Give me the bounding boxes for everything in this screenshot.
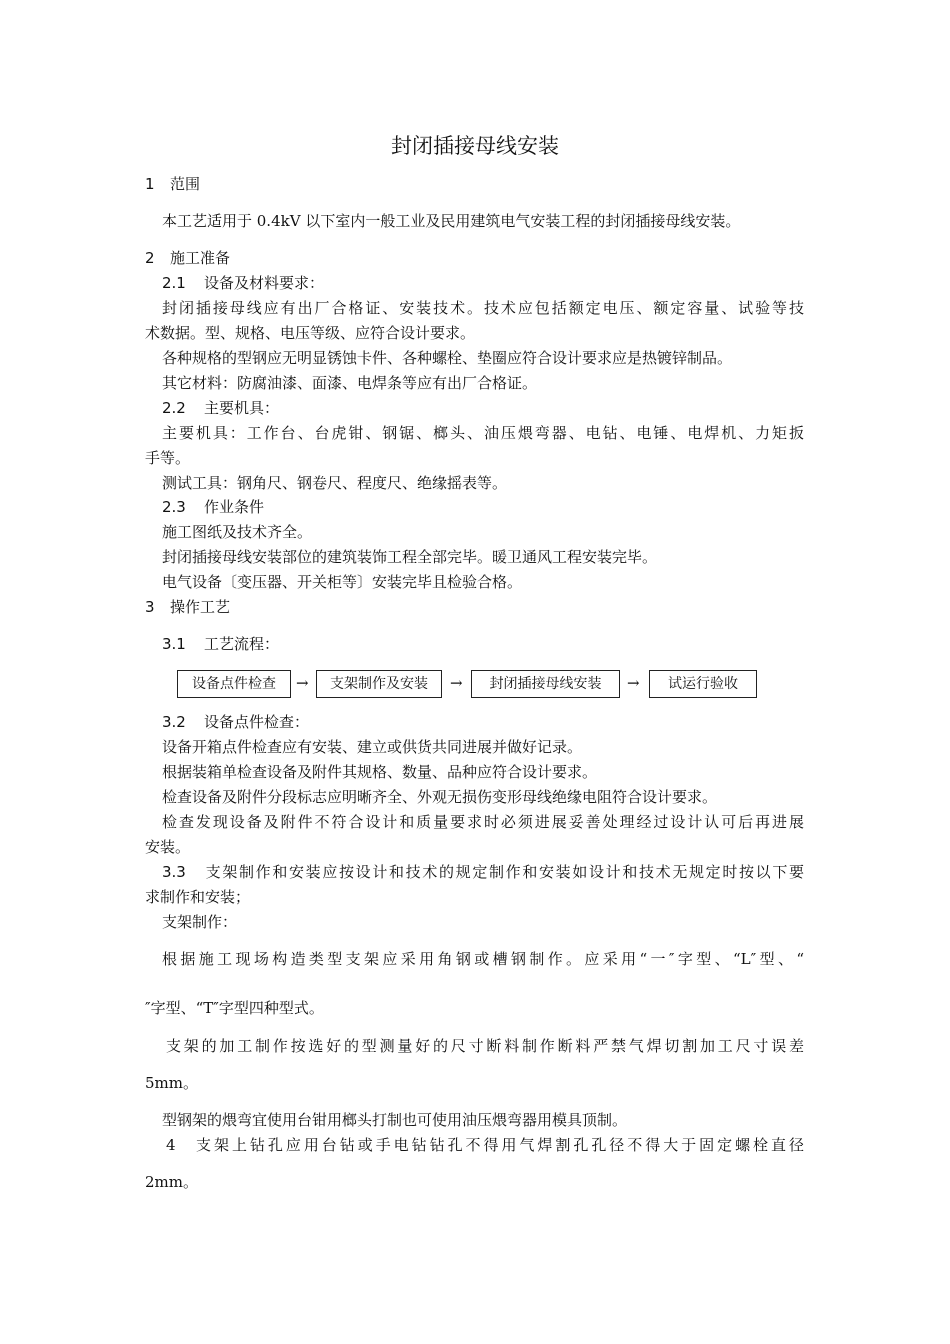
subsection-3-3-heading [162,862,804,882]
subsection-title: 设备及材料要求： [204,274,325,292]
paragraph: 型钢架的煨弯宜使用台钳用榔头打制也可使用油压煨弯器用模具顶制。 [162,1111,628,1129]
paragraph-continuation: ″字型、“T″字型四种型式。 [145,999,324,1017]
subsection-title: 支架制作和安装应按设计和技术的规定制作和安装如设计和技术无规定时按以下要 [204,863,804,881]
subsection-3-1-heading [162,634,279,654]
paragraph: 根据装箱单检查设备及附件其规格、数量、品种应符合设计要求。 [162,763,598,781]
paragraph-continuation: 安装。 [145,838,191,856]
paragraph: 封闭插接母线安装部位的建筑装饰工程全部完毕。暖卫通风工程安装完毕。 [162,548,658,566]
subsection-number: 3.2 [162,713,186,731]
subsection-title: 作业条件 [204,498,265,516]
subsection-number: 3.1 [162,635,186,653]
subsection-number: 3.3 [162,863,186,881]
paragraph: 设备开箱点件检查应有安装、建立或供货共同进展并做好记录。 [162,738,583,756]
subsection-title: 工艺流程： [204,635,280,653]
paragraph: 测试工具：钢角尺、钢卷尺、程度尺、绝缘摇表等。 [162,474,508,492]
subsection-3-2-heading [162,712,309,732]
paragraph: 本工艺适用于 0.4kV 以下室内一般工业及民用建筑电气安装工程的封闭插接母线安装。 [162,212,741,230]
subsection-2-2-heading [162,398,279,418]
arrow-right-icon: → [627,674,640,692]
subsection-number: 2.1 [162,274,186,292]
flow-step-trial-acceptance: 试运行验收 [649,670,757,698]
paragraph: 封闭插接母线应有出厂合格证、安装技术。技术应包括额定电压、额定容量、试验等技 [162,299,804,317]
subsection-number: 2.3 [162,498,186,516]
section-title: 范围 [170,175,201,193]
list-item-number: 4 [166,1136,176,1154]
paragraph-continuation: 求制作和安装； [145,888,251,906]
arrow-right-icon: → [296,674,309,692]
page-title: 封闭插接母线安装 [391,134,559,158]
flow-step-busway-installation: 封闭插接母线安装 [471,670,620,698]
paragraph: 检查发现设备及附件不符合设计和质量要求时必须进展妥善处理经过设计认可后再进展 [162,813,804,831]
paragraph: 根据施工现场构造类型支架应采用角钢或槽钢制作。应采用“一″字型、“L″型、“ [162,950,804,968]
section-title: 操作工艺 [170,598,231,616]
subsection-title: 设备点件检查： [204,713,310,731]
subsection-title: 主要机具： [204,399,280,417]
section-number: 1 [145,175,155,193]
paragraph: 支架制作： [162,913,238,931]
section-2-heading [145,248,230,268]
paragraph-continuation: 2mm。 [145,1173,198,1191]
paragraph: 其它材料：防腐油漆、面漆、电焊条等应有出厂合格证。 [162,374,538,392]
paragraph-continuation: 5mm。 [145,1074,198,1092]
section-title: 施工准备 [170,249,231,267]
paragraph-continuation: 术数据。型、规格、电压等级、应符合设计要求。 [145,324,476,342]
flow-step-equipment-check: 设备点件检查 [177,670,291,698]
flow-step-bracket-fabrication: 支架制作及安装 [316,670,442,698]
paragraph: 检查设备及附件分段标志应明晰齐全、外观无损伤变形母线绝缘电阻符合设计要求。 [162,788,718,806]
paragraph: 各种规格的型钢应无明显锈蚀卡件、各种螺栓、垫圈应符合设计要求应是热镀锌制品。 [162,349,733,367]
section-3-heading [145,597,230,617]
section-1-heading [145,174,200,194]
paragraph: 支架上钻孔应用台钻或手电钻钻孔不得用气焊割孔孔径不得大于固定螺栓直径 [196,1136,804,1154]
paragraph-continuation: 手等。 [145,449,191,467]
paragraph: 电气设备〔变压器、开关柜等〕安装完毕且检验合格。 [162,573,523,591]
arrow-right-icon: → [450,674,463,692]
section-number: 2 [145,249,155,267]
paragraph: 支架的加工制作按选好的型测量好的尺寸断料制作断料严禁气焊切割加工尺寸误差 [166,1037,804,1055]
subsection-2-1-heading [162,273,324,293]
paragraph: 主要机具：工作台、台虎钳、钢锯、榔头、油压煨弯器、电钻、电锤、电焊机、力矩扳 [162,424,804,442]
paragraph: 施工图纸及技术齐全。 [162,523,313,541]
section-number: 3 [145,598,155,616]
subsection-number: 2.2 [162,399,186,417]
subsection-2-3-heading [162,497,264,517]
